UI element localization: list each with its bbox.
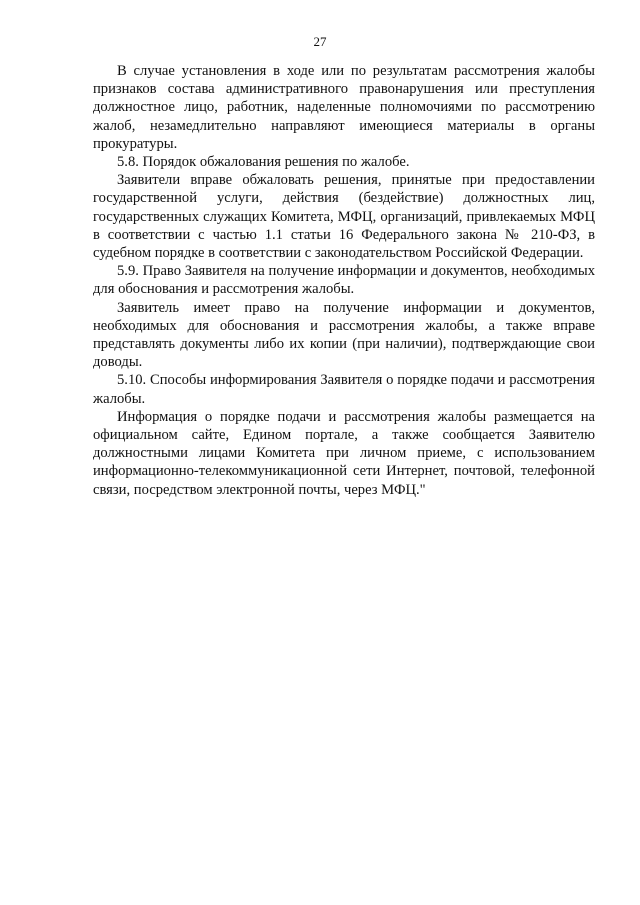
paragraph-referral-to-prosecutor: В случае установления в ходе или по результатам рассмотрения жалобы признаков состава административного правонарушения или преступления должностное лицо, работник, наделенные полномочиями по рассмотрению жалоб, незамедлительно направляют имеющиеся материалы в органы прокуратуры. [93,63,595,152]
page-number: 27 [313,34,327,49]
paragraph-informing-methods: Информация о порядке подачи и рассмотрения жалобы размещается на официальном сайте, Едином портале, а также сообщается Заявителю должностными лицами Комитета при личном приеме, с использованием информационно-телекоммуникационной сети Интернет, почтовой, телефонной связи, посредством электронной почты, через МФЦ." [93,408,595,498]
section-heading-5-8: 5.8. Порядок обжалования решения по жалобе. [117,154,410,171]
paragraph-court-appeal: Заявители вправе обжаловать решения, принятые при предоставлении государственной услуги, действия (бездействие) должностных лиц, государственных служащих Комитета, МФЦ, организаций, привлекаемых МФЦ в соответствии с частью 1.1 статьи 16 Федерального закона № 210-ФЗ, в судебном порядке в соответствии с законодательством Российской Федерации. [93,172,595,262]
document-body [93,62,595,499]
paragraph-right-to-information: Заявитель имеет право на получение информации и документов, необходимых для обоснования и рассмотрения жалобы, а также вправе представлять документы либо их копии (при наличии), подтверждающие свои доводы. [93,299,595,371]
section-heading-5-9: 5.9. Право Заявителя на получение информации и документов, необходимых для обоснования и рассмотрения жалобы. [93,263,595,298]
section-heading-5-10: 5.10. Способы информирования Заявителя о порядке подачи и рассмотрения жалобы. [93,372,595,407]
